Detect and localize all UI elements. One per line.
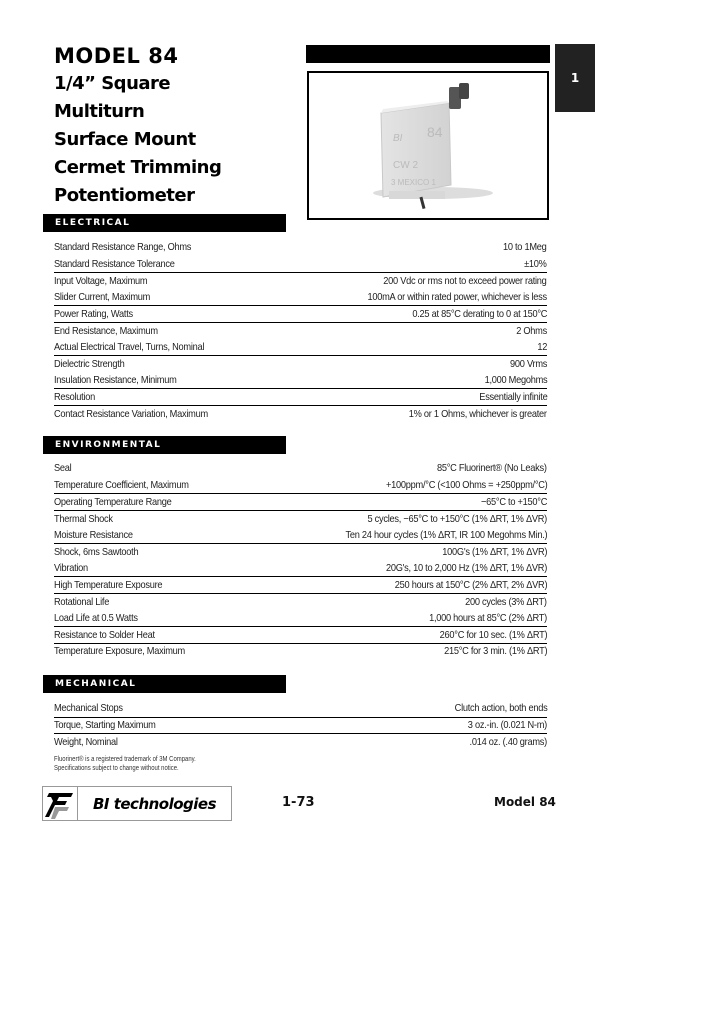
spec-value: 20G's, 10 to 2,000 Hz (1% ΔRT, 1% ΔVR): [385, 561, 547, 574]
spec-label: Actual Electrical Travel, Turns, Nominal: [54, 340, 205, 353]
spec-row: [54, 626, 547, 643]
brand-name: BI technologies: [92, 794, 217, 813]
spec-value: Ten 24 hour cycles (1% ΔRT, IR 100 Megohms Min.): [345, 528, 547, 541]
spec-row: [54, 405, 547, 422]
spec-value: 200 cycles (3% ΔRT): [465, 595, 547, 608]
company-logo: [42, 786, 232, 821]
spec-value: 215°C for 3 min. (1% ΔRT): [443, 645, 547, 658]
spec-value: 85°C Fluorinert® (No Leaks): [437, 462, 547, 475]
spec-row: [54, 305, 547, 322]
spec-value: 0.25 at 85°C derating to 0 at 150°C: [412, 308, 547, 321]
spec-value: 1% or 1 Ohms, whichever is greater: [409, 407, 547, 420]
spec-label: Resolution: [54, 391, 96, 404]
spec-label: Operating Temperature Range: [54, 495, 172, 508]
spec-label: Load Life at 0.5 Watts: [54, 611, 138, 624]
mechanical-specs-table: [54, 700, 547, 750]
spec-label: Temperature Coefficient, Maximum: [54, 478, 189, 491]
spec-label: Torque, Starting Maximum: [54, 719, 156, 732]
section-tab: [555, 44, 595, 112]
subtitle-line-3: Surface Mount: [54, 129, 196, 150]
subtitle-line-4: Cermet Trimming: [54, 157, 222, 178]
electrical-specs-table: [54, 239, 547, 422]
spec-label: Rotational Life: [54, 595, 110, 608]
spec-row: [54, 560, 547, 577]
spec-row: [54, 239, 547, 256]
svg-text:BI: BI: [393, 133, 403, 144]
spec-row: [54, 339, 547, 356]
spec-label: Dielectric Strength: [54, 357, 125, 370]
svg-text:3 MEXICO 1: 3 MEXICO 1: [391, 178, 436, 187]
spec-value: 2 Ohms: [516, 324, 547, 337]
spec-row: [54, 593, 547, 610]
svg-text:CW 2: CW 2: [393, 160, 418, 171]
spec-value: 3 oz.-in. (0.021 N-m): [467, 719, 547, 732]
spec-value: 250 hours at 150°C (2% ΔRT, 2% ΔVR): [394, 578, 547, 591]
section-tab-number: 1: [570, 71, 580, 85]
spec-row: [54, 477, 547, 494]
spec-label: Standard Resistance Range, Ohms: [54, 241, 192, 254]
spec-row: [54, 289, 547, 306]
spec-row: [54, 510, 547, 527]
header-bar: [306, 45, 550, 63]
spec-label: Shock, 6ms Sawtooth: [54, 545, 139, 558]
spec-row: [54, 460, 547, 477]
spec-value: 5 cycles, −65°C to +150°C (1% ΔRT, 1% ΔVR): [367, 512, 547, 525]
subtitle-line-1: 1/4” Square: [54, 73, 171, 94]
spec-row: [54, 322, 547, 339]
svg-text:84: 84: [427, 124, 443, 140]
spec-value: 900 Vrms: [509, 357, 547, 370]
spec-value: .014 oz. (.40 grams): [469, 735, 547, 748]
spec-row: [54, 733, 547, 750]
spec-label: Moisture Resistance: [54, 528, 133, 541]
spec-value: 100G's (1% ΔRT, 1% ΔVR): [442, 545, 547, 558]
spec-value: 1,000 Megohms: [484, 374, 547, 387]
subtitle-line-2: Multiturn: [54, 101, 145, 122]
spec-row: [54, 576, 547, 593]
subtitle-line-5: Potentiometer: [54, 185, 195, 206]
spec-row: [54, 372, 547, 389]
spec-row: [54, 493, 547, 510]
section-header-electrical: ELECTRICAL: [43, 214, 286, 232]
spec-value: ±10%: [524, 257, 547, 270]
section-header-mechanical: MECHANICAL: [43, 675, 286, 693]
spec-row: [54, 256, 547, 273]
spec-value: 10 to 1Meg: [503, 241, 547, 254]
spec-label: Power Rating, Watts: [54, 308, 133, 321]
spec-value: 100mA or within rated power, whichever is less: [367, 291, 547, 304]
product-photo: [307, 71, 549, 220]
spec-row: [54, 355, 547, 372]
spec-value: 1,000 hours at 85°C (2% ΔRT): [429, 611, 547, 624]
product-title: [54, 42, 221, 210]
spec-label: Standard Resistance Tolerance: [54, 257, 175, 270]
spec-label: Resistance to Solder Heat: [54, 628, 155, 641]
spec-value: +100ppm/°C (<100 Ohms = +250ppm/°C): [385, 478, 547, 491]
spec-label: Slider Current, Maximum: [54, 291, 151, 304]
spec-value: Clutch action, both ends: [454, 702, 547, 715]
section-header-environmental: ENVIRONMENTAL: [43, 436, 286, 454]
page-number: 1-73: [282, 795, 315, 810]
spec-row: [54, 717, 547, 734]
spec-label: Vibration: [54, 561, 88, 574]
spec-row: [54, 609, 547, 626]
spec-label: Insulation Resistance, Minimum: [54, 374, 177, 387]
spec-row: [54, 700, 547, 717]
spec-value: 12: [537, 340, 547, 353]
spec-row: [54, 643, 547, 660]
spec-value: 260°C for 10 sec. (1% ΔRT): [439, 628, 547, 641]
spec-row: [54, 272, 547, 289]
spec-label: Input Voltage, Maximum: [54, 274, 148, 287]
trademark-note: Fluorinert® is a registered trademark of 3M Company.: [54, 756, 196, 763]
potentiometer-image-icon: [309, 73, 547, 218]
footnotes: [54, 755, 196, 773]
spec-label: Weight, Nominal: [54, 735, 118, 748]
spec-label: Seal: [54, 462, 72, 475]
spec-row: [54, 526, 547, 543]
logo-mark-icon: [43, 787, 78, 820]
spec-row: [54, 543, 547, 560]
spec-label: Thermal Shock: [54, 512, 113, 525]
specs-change-note: Specifications subject to change without notice.: [54, 765, 179, 772]
spec-label: End Resistance, Maximum: [54, 324, 158, 337]
spec-value: −65°C to +150°C: [480, 495, 547, 508]
spec-value: 200 Vdc or rms not to exceed power rating: [383, 274, 547, 287]
environmental-specs-table: [54, 460, 547, 659]
model-heading: MODEL 84: [54, 44, 179, 68]
spec-label: Contact Resistance Variation, Maximum: [54, 407, 208, 420]
footer-model: Model 84: [494, 795, 556, 809]
spec-label: Mechanical Stops: [54, 702, 123, 715]
spec-row: [54, 388, 547, 405]
spec-value: Essentially infinite: [478, 391, 547, 404]
spec-label: High Temperature Exposure: [54, 578, 163, 591]
spec-label: Temperature Exposure, Maximum: [54, 645, 185, 658]
